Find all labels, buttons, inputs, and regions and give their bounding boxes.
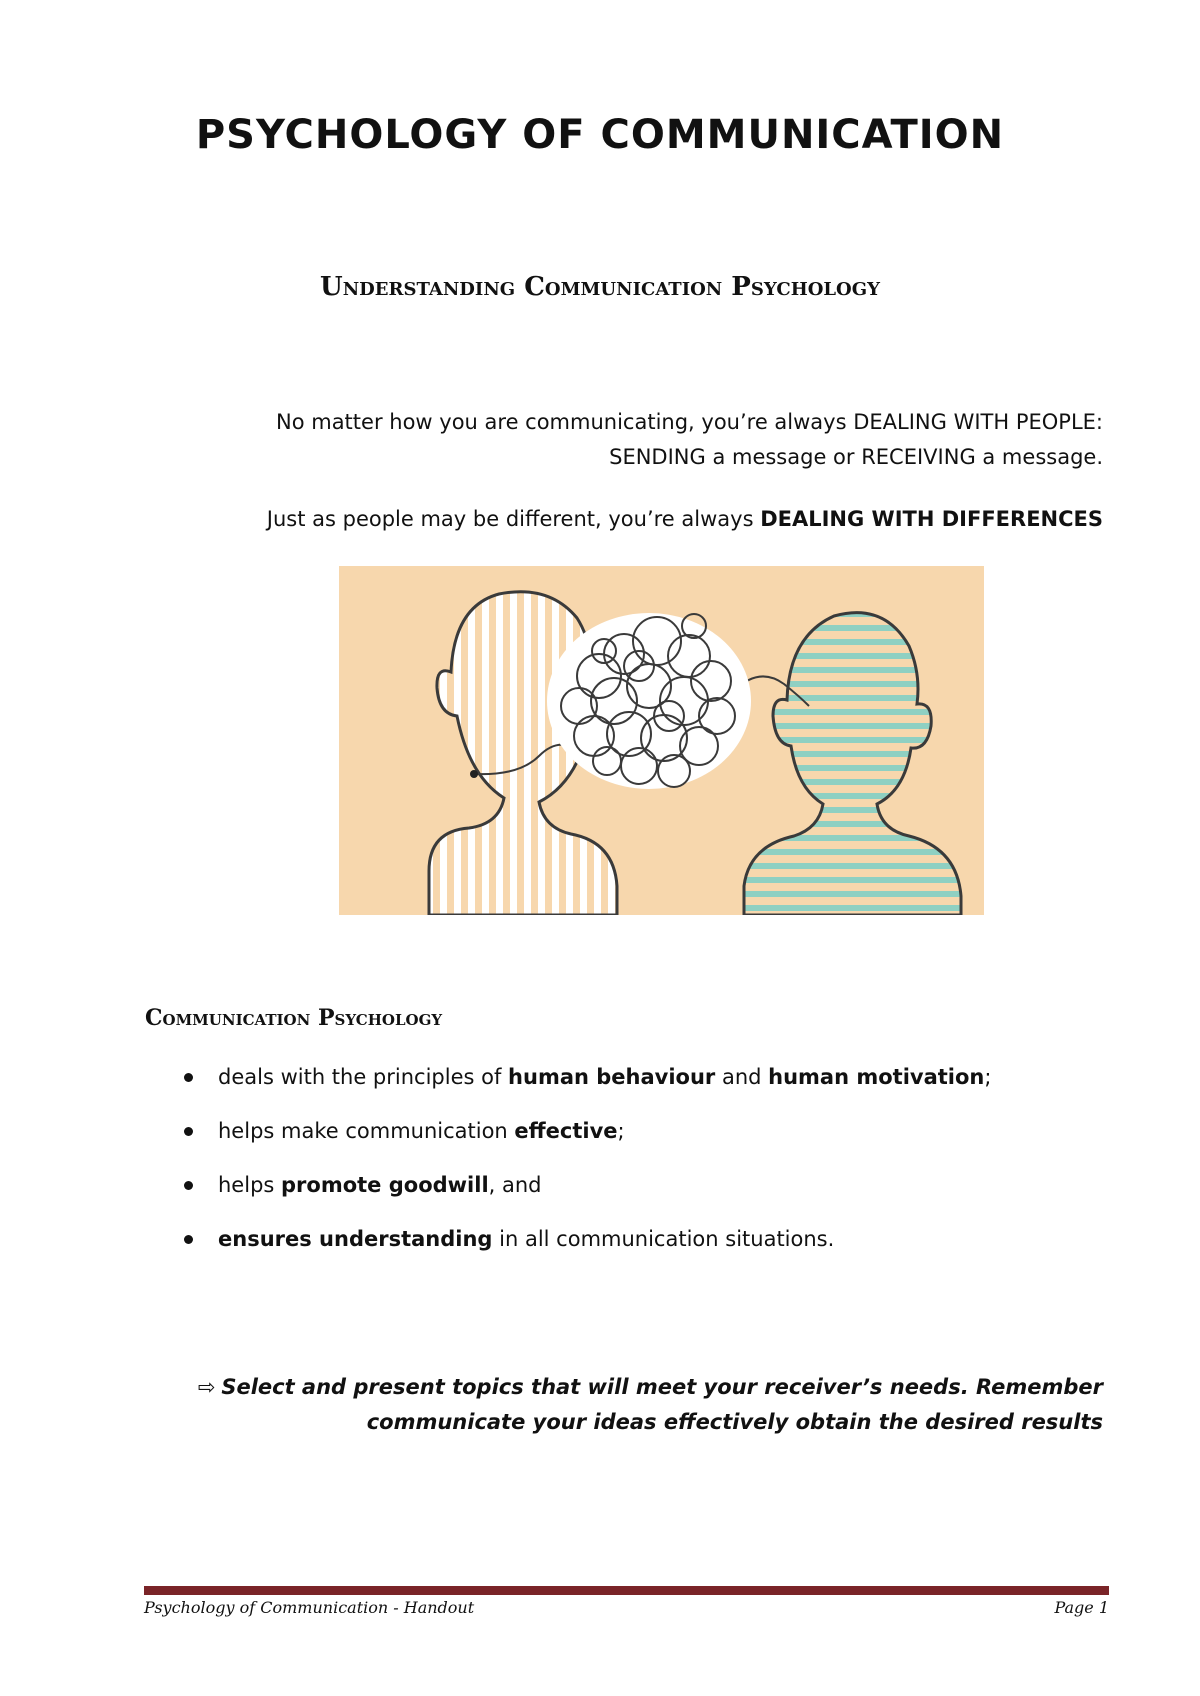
callout-line-1: Select and present topics that will meet your receiver’s needs. Remember xyxy=(221,1375,1103,1399)
differences-paragraph xyxy=(103,502,1103,537)
principles-list xyxy=(180,1062,991,1278)
footer-document-name: Psychology of Communication - Handout xyxy=(144,1598,475,1617)
bullet-icon xyxy=(184,1181,193,1190)
page-title: PSYCHOLOGY OF COMMUNICATION xyxy=(195,112,1005,158)
callout-line-2: communicate your ideas effectively obtain the desired results xyxy=(366,1410,1103,1434)
footer-page-number: Page 1 xyxy=(1054,1598,1109,1617)
intro-line-2: SENDING a message or RECEIVING a message. xyxy=(609,445,1103,469)
section-heading: Communication Psychology xyxy=(145,1005,443,1031)
intro-paragraph xyxy=(103,405,1103,475)
outline-right-arrow-icon: ⇨ xyxy=(197,1375,216,1399)
bullet-icon xyxy=(184,1127,193,1136)
footer-rule xyxy=(144,1586,1109,1595)
two-heads-tangled-thoughts-illustration xyxy=(339,566,984,915)
intro-line-1: No matter how you are communicating, you’re always DEALING WITH PEOPLE: xyxy=(276,410,1103,434)
bullet-icon xyxy=(184,1073,193,1082)
differences-emphasis: DEALING WITH DIFFERENCES xyxy=(760,507,1103,531)
tangled-thought-cloud xyxy=(547,613,751,789)
differences-text: Just as people may be different, you’re always xyxy=(266,507,761,531)
list-item: ensures understanding in all communication situations. xyxy=(180,1224,991,1278)
list-item: deals with the principles of human behaviour and human motivation; xyxy=(180,1062,991,1116)
callout-note xyxy=(103,1370,1103,1440)
list-item: helps promote goodwill, and xyxy=(180,1170,991,1224)
list-item: helps make communication effective; xyxy=(180,1116,991,1170)
page-subtitle: Understanding Communication Psychology xyxy=(320,272,880,302)
bullet-icon xyxy=(184,1235,193,1244)
